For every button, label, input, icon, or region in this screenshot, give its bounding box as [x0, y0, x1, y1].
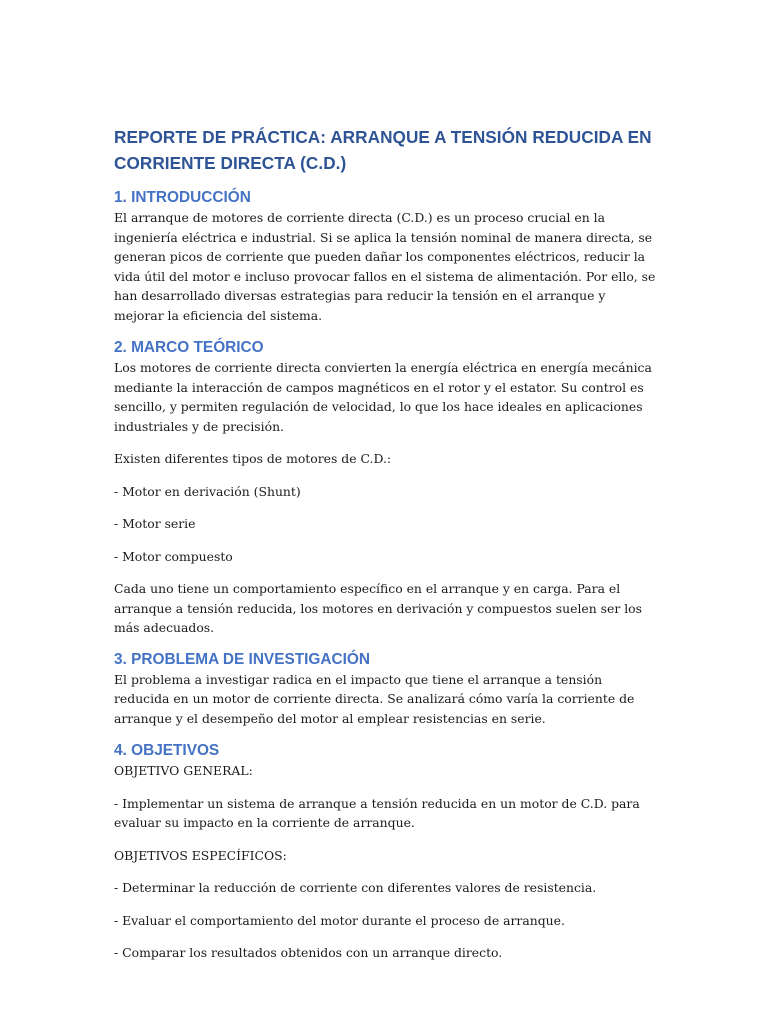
list-item: - Determinar la reducción de corriente con diferentes valores de resistencia. — [114, 880, 597, 895]
paragraph: El arranque de motores de corriente directa (C.D.) es un proceso crucial en la ingeniería eléctrica e industrial. Si se aplica la tensión nominal de manera directa, se generan picos de corriente que pueden dañar los componentes eléctricos, reducir la vida útil del motor e incluso provocar fallos en el sistema de alimentación. Por ello, se han desarrollado diversas estrategias para reducir la tensión en el arranque y mejorar la eficiencia del sistema. — [114, 210, 656, 323]
subheading-general-objective: OBJETIVO GENERAL: — [114, 763, 253, 778]
section-heading-theory: 2. MARCO TEÓRICO — [114, 339, 264, 356]
list-item: - Comparar los resultados obtenidos con un arranque directo. — [114, 945, 503, 960]
section-heading-introduction: 1. INTRODUCCIÓN — [114, 189, 251, 206]
section-heading-research-problem: 3. PROBLEMA DE INVESTIGACIÓN — [114, 650, 370, 668]
paragraph: Existen diferentes tipos de motores de C.D.: — [114, 451, 392, 466]
document-page — [114, 124, 658, 963]
subheading-specific-objectives: OBJETIVOS ESPECÍFICOS: — [114, 847, 287, 863]
section-introduction — [114, 188, 658, 325]
list-item: - Motor serie — [114, 516, 196, 531]
list-item: - Implementar un sistema de arranque a tensión reducida en un motor de C.D. para evaluar su impacto en la corriente de arranque. — [114, 795, 640, 830]
section-objectives — [114, 741, 658, 963]
list-item: - Motor en derivación (Shunt) — [114, 483, 301, 499]
list-item: - Motor compuesto — [114, 548, 233, 564]
list-item: - Evaluar el comportamiento del motor durante el proceso de arranque. — [114, 912, 565, 928]
paragraph: Cada uno tiene un comportamiento específico en el arranque y en carga. Para el arranque a tensión reducida, los motores en derivación y compuestos suelen ser los más adecuados. — [114, 581, 643, 635]
paragraph: El problema a investigar radica en el impacto que tiene el arranque a tensión reducida en un motor de corriente directa. Se analizará cómo varía la corriente de arranque y el desempeño del motor al emplear resistencias en serie. — [114, 671, 635, 726]
section-theory — [114, 338, 658, 638]
section-research-problem — [114, 650, 658, 729]
section-heading-objectives: 4. OBJETIVOS — [114, 742, 220, 759]
document-title: REPORTE DE PRÁCTICA: ARRANQUE A TENSIÓN REDUCIDA EN CORRIENTE DIRECTA (C.D.) — [114, 127, 652, 173]
paragraph: Los motores de corriente directa convierten la energía eléctrica en energía mecánica mediante la interacción de campos magnéticos en el rotor y el estator. Su control es sencillo, y permiten regulación de velocidad, lo que los hace ideales en aplicaciones industriales y de precisión. — [114, 360, 652, 434]
